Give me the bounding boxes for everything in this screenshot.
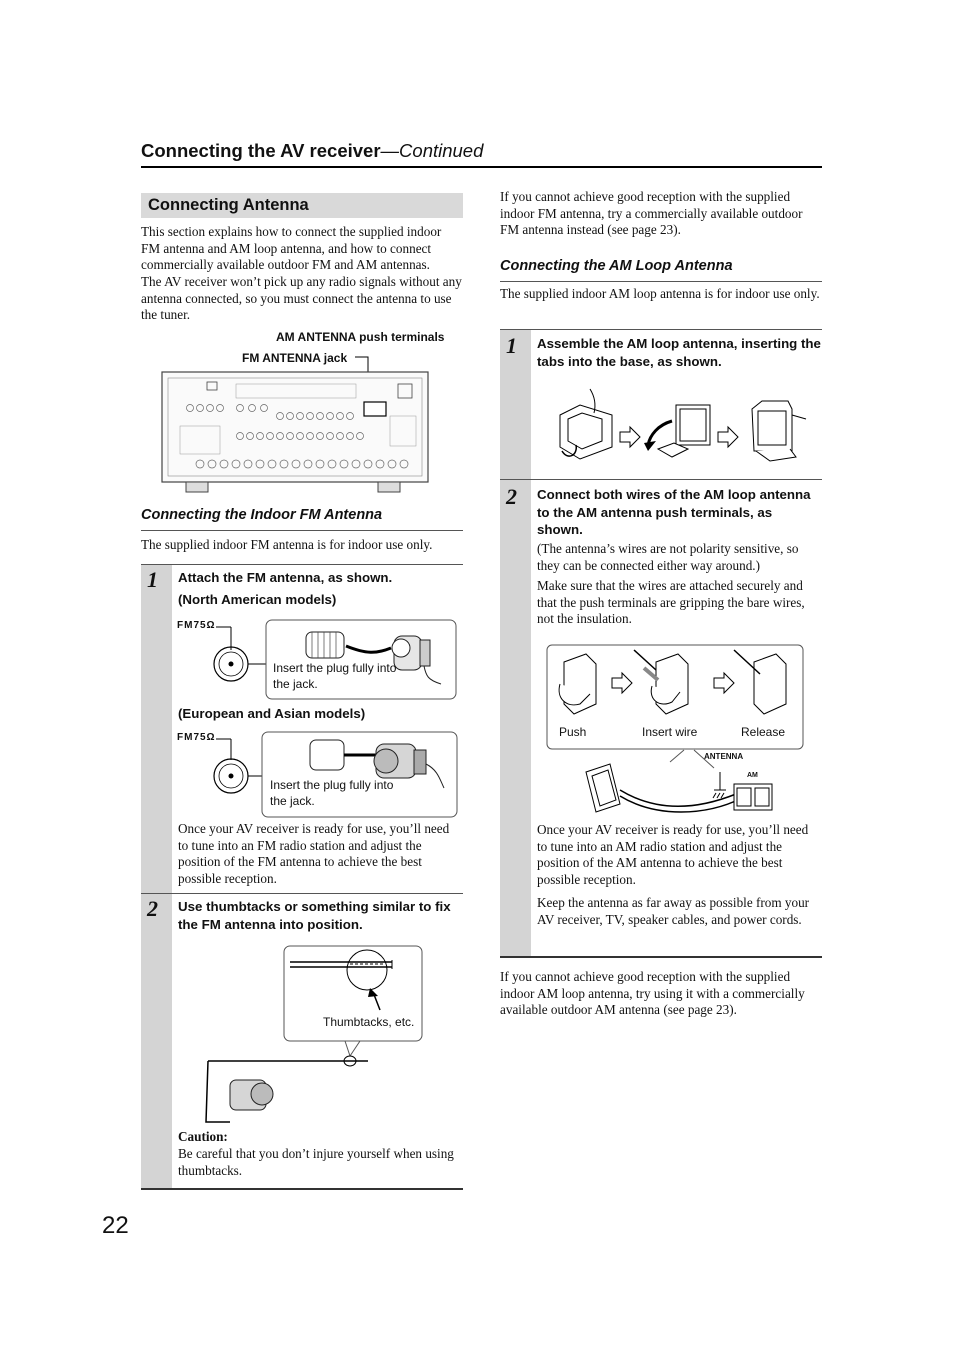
header-rule [141,166,822,168]
rear-panel-illustration [160,340,435,495]
intro-paragraph-1: This section explains how to connect the supplied indoor FM antenna and AM loop antenna, and how to connect commercially available outdoor FM and AM antennas. [141,224,442,273]
am-step1-rule [500,329,822,330]
fm-step1-na-models: (North American models) [178,592,337,607]
fm-step1-title: Attach the FM antenna, as shown. [178,570,393,585]
am-step2-polarity: (The antenna’s wires are not polarity sensitive, so they can be connected either way around.) [537,541,799,573]
fm-step1-bar [141,565,172,893]
thumbtack-illustration [200,944,430,1124]
fm-jack-label: FM ANTENNA jack [242,351,348,365]
header-continued: —Continued [380,140,484,161]
am-intro: The supplied indoor AM loop antenna is for indoor use only. [500,286,820,301]
page-header [141,140,483,162]
caution-title: Caution: [178,1129,228,1144]
am-loop-assembly-illustration [550,385,810,470]
fm-bottom-rule [141,1188,463,1190]
caution-text: Be careful that you don’t injure yourself when using thumbtacks. [178,1146,454,1178]
antenna-label: ANTENNA [704,752,744,761]
fm-step1-number: 1 [147,567,158,592]
fm-step2-rule [141,893,463,894]
am-terminal-label: AM [747,772,758,779]
outdoor-fm-note: If you cannot achieve good reception with the supplied indoor FM antenna, try a commercially available outdoor FM antenna instead (see page 23). [500,189,803,238]
fm-heading-rule [141,530,463,531]
fm-jack-label-na: FM75Ω [177,620,216,631]
am-step2-bar [500,480,531,956]
page-number: 22 [102,1212,129,1239]
fm-heading: Connecting the Indoor FM Antenna [141,507,383,523]
am-step2-title: Connect both wires of the AM loop antenna to the AM antenna push terminals, as shown. [537,487,811,537]
am-terminals-label: AM ANTENNA push terminals [276,330,445,344]
fm-eu-insert-note: Insert the plug fully into the jack. [270,778,394,808]
fm-jack-label-eu: FM75Ω [177,732,216,743]
fm-na-insert-note: Insert the plug fully into the jack. [273,661,397,691]
am-heading-rule [500,281,822,282]
fm-intro: The supplied indoor FM antenna is for indoor use only. [141,537,433,552]
am-step2-rule [500,479,822,480]
push-label: Push [559,725,587,739]
section-title-box [141,193,463,218]
am-step1-title: Assemble the AM loop antenna, inserting the tabs into the base, as shown. [537,336,821,369]
am-step2-tune: Once your AV receiver is ready for use, you’ll need to tune into an AM radio station and adjust the position of the AM antenna to achieve the best possible reception. [537,822,809,887]
fm-step1-rule [141,564,463,565]
intro-paragraph-2: The AV receiver won’t pick up any radio signals without any antenna connected, so you must connect the antenna to use the tuner. [141,274,462,323]
fm-step1-after: Once your AV receiver is ready for use, you’ll need to tune into an FM radio station and adjust the position of the FM antenna to achieve the best possible reception. [178,821,450,886]
fm-step1-eu-models: (European and Asian models) [178,706,366,721]
am-heading: Connecting the AM Loop Antenna [500,258,733,274]
am-bottom-rule [500,956,822,958]
am-step2-number: 2 [506,484,517,509]
section-title: Connecting Antenna [148,196,309,214]
fm-step2-title: Use thumbtacks or something similar to fix the FM antenna into position. [178,899,451,932]
fm-step2-bar [141,894,172,1188]
release-label: Release [741,725,786,739]
fm-step2-number: 2 [147,896,158,921]
insert-wire-label: Insert wire [642,725,698,739]
am-step2-secure: Make sure that the wires are attached securely and that the push terminals are gripping the bare wires, not the insulation. [537,578,805,627]
header-title: Connecting the AV receiver [141,140,381,161]
outdoor-am-note: If you cannot achieve good reception with the supplied indoor AM loop antenna, try using it with a commercially available outdoor AM antenna (see page 23). [500,969,805,1018]
am-step1-number: 1 [506,333,517,358]
thumbtacks-label: Thumbtacks, etc. [323,1015,415,1029]
am-step2-keep-away: Keep the antenna as far away as possible from your AV receiver, TV, speaker cables, and power cords. [537,895,810,927]
